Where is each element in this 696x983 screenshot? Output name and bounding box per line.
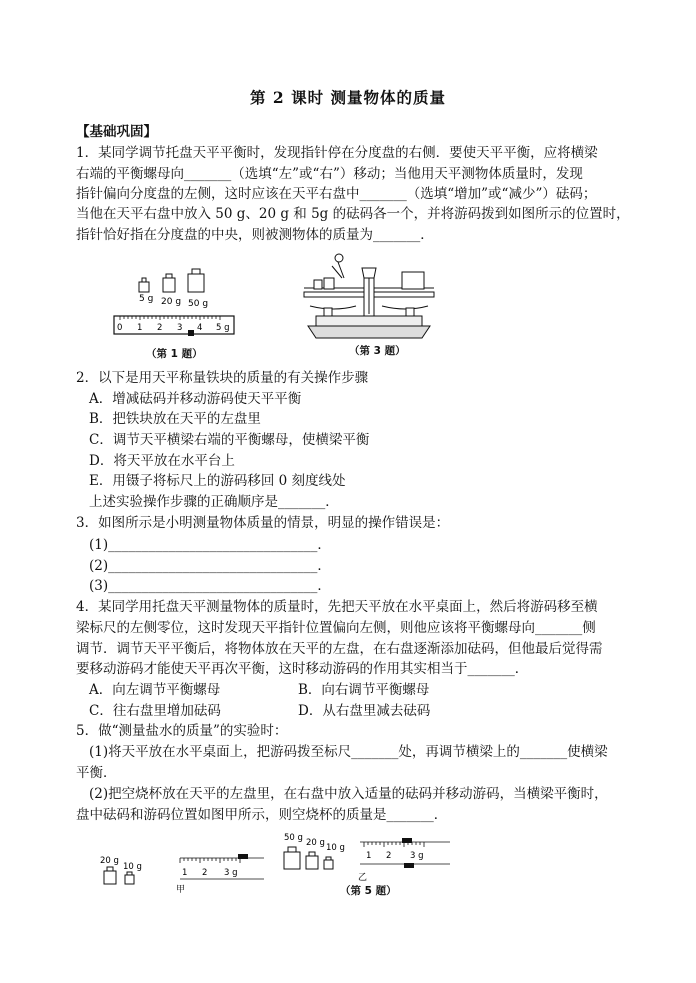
q4-line-4: 要移动游码才能使天平再次平衡，这时移动游码的作用其实相当于_______． xyxy=(76,661,529,677)
fig5-yi-ruler xyxy=(360,842,450,864)
q2-option-c: C．调节天平横梁右端的平衡螺母，使横梁平衡 xyxy=(89,432,370,448)
fig5-yi-tick-label: 1 xyxy=(366,851,372,861)
fig1-weight-label: 50 g xyxy=(188,299,209,309)
q4-line-1: 4．某同学用托盘天平测量物体的质量时，先把天平放在水平桌面上，然后将游码移至横 xyxy=(76,599,598,615)
q2-option-e: E．用镊子将标尺上的游码移回 0 刻度线处 xyxy=(89,473,346,489)
q2-option-d: D．将天平放在水平台上 xyxy=(89,453,235,469)
q5-p2-line-1: (2)把空烧杯放在天平的左盘里，在右盘中放入适量的砝码并移动游码，当横梁平衡时， xyxy=(89,786,608,802)
fig1-tick-label: 1 xyxy=(137,323,143,333)
weight-50g-icon xyxy=(188,269,204,292)
fig3-caption: （第 3 题） xyxy=(349,345,406,357)
fig5-yi-weight-label: 20 g xyxy=(306,838,325,848)
q2-tail: 上述实验操作步骤的正确顺序是_______． xyxy=(89,494,339,510)
q1-line-1: 1．某同学调节托盘天平平衡时，发现指针停在分度盘的右侧．要使天平平衡，应将横梁 xyxy=(76,145,598,161)
q2-option-a: A．增减砝码并移动游码使天平平衡 xyxy=(89,391,302,407)
q5-p2-line-2: 盘中砝码和游码位置如图甲所示，则空烧杯的质量是_______． xyxy=(76,807,448,823)
fig5-jia-tick-label: 3 g xyxy=(224,868,238,878)
fig5-yi-rider-top-icon xyxy=(402,838,412,843)
fig1-tick-label: 3 xyxy=(177,323,183,333)
fig1-weight-label: 5 g xyxy=(139,294,154,304)
weight-5g-icon xyxy=(139,278,149,292)
weight-20g-icon xyxy=(163,274,175,292)
q1-line-2: 右端的平衡螺母向_______（选填“左”或“右”）移动；当他用天平测物体质量时，发现 xyxy=(76,166,583,182)
fig1-tick-label: 2 xyxy=(157,323,163,333)
q2-option-b: B．把铁块放在天平的左盘里 xyxy=(89,411,261,427)
q4-option-b: B．向右调节平衡螺母 xyxy=(298,682,430,698)
fig5-jia-tick-label: 1 xyxy=(182,868,188,878)
fig5-caption: （第 5 题） xyxy=(340,885,397,897)
q3-blank-1: (1)_______________________________． xyxy=(89,537,331,553)
q3-blank-3: (3)_______________________________． xyxy=(89,578,331,594)
fig1-tick-label: 0 xyxy=(117,323,123,333)
fig5-yi-weight-label: 10 g xyxy=(326,843,345,853)
figure-5-jia xyxy=(96,835,276,895)
q5-p1-line-2: 平衡． xyxy=(76,765,117,781)
q5-p1-line-1: (1)将天平放在水平桌面上，把游码拨至标尺_______处，再调节横梁上的_______使横梁 xyxy=(89,744,608,760)
q1-line-3: 指针偏向分度盘的左侧，这时应该在天平右盘中_______（选填“增加”或“减少”）砝码； xyxy=(76,186,597,202)
q4-option-a: A．向左调节平衡螺母 xyxy=(89,682,221,698)
fig1-rider-icon xyxy=(188,330,194,336)
fig5-jia-rider-icon xyxy=(238,854,248,859)
q3-stem: 3．如图所示是小明测量物体质量的情景，明显的操作错误是： xyxy=(76,515,450,531)
fig5-yi-tick-label: 3 g xyxy=(410,851,424,861)
fig5-yi-label: 乙 xyxy=(358,873,368,882)
page-title: 第 2 课时 测量物体的质量 xyxy=(250,88,446,107)
q1-line-5: 指针恰好指在分度盘的中央，则被测物体的质量为_______． xyxy=(76,227,434,243)
figure-3 xyxy=(294,248,444,343)
figure-5-yi xyxy=(280,826,470,882)
fig1-caption: （第 1 题） xyxy=(146,348,203,360)
q5-stem: 5．做“测量盐水的质量”的实验时： xyxy=(76,723,288,739)
q1-line-4: 当他在天平右盘中放入 50 g、20 g 和 5g 的砝码各一个，并将游码拨到如图所示的位置时， xyxy=(76,206,630,222)
q3-blank-2: (2)_______________________________． xyxy=(89,558,331,574)
fig5-yi-tick-label: 2 xyxy=(386,851,392,861)
q4-option-c: C．往右盘里增加砝码 xyxy=(89,703,221,719)
figure-1 xyxy=(110,268,240,342)
fig5-jia-label: 甲 xyxy=(176,885,186,895)
fig5-jia-ruler xyxy=(180,858,264,879)
fig1-weight-label: 20 g xyxy=(161,297,182,307)
fig5-jia-weight-label: 20 g xyxy=(100,856,119,866)
fig1-tick-label: 5 g xyxy=(216,323,230,333)
q2-stem: 2．以下是用天平称量铁块的质量的有关操作步骤 xyxy=(76,370,369,386)
fig5-yi-rider-bottom-icon xyxy=(404,863,414,868)
fig1-tick-label: 4 xyxy=(197,323,203,333)
q4-option-d: D．从右盘里减去砝码 xyxy=(298,703,431,719)
fig5-jia-weight-label: 10 g xyxy=(123,862,142,872)
fig5-jia-tick-label: 2 xyxy=(202,868,208,878)
fig5-yi-weight-label: 50 g xyxy=(284,833,303,843)
q4-line-3: 调节．调节天平平衡后，将物体放在天平的左盘，在右盘逐渐添加砝码，但他最后觉得需 xyxy=(76,641,603,657)
section-heading: 【基础巩固】 xyxy=(76,124,157,140)
q4-line-2: 梁标尺的左侧零位，这时发现天平指针位置偏向左侧，则他应该将平衡螺母向_______侧 xyxy=(76,620,596,636)
